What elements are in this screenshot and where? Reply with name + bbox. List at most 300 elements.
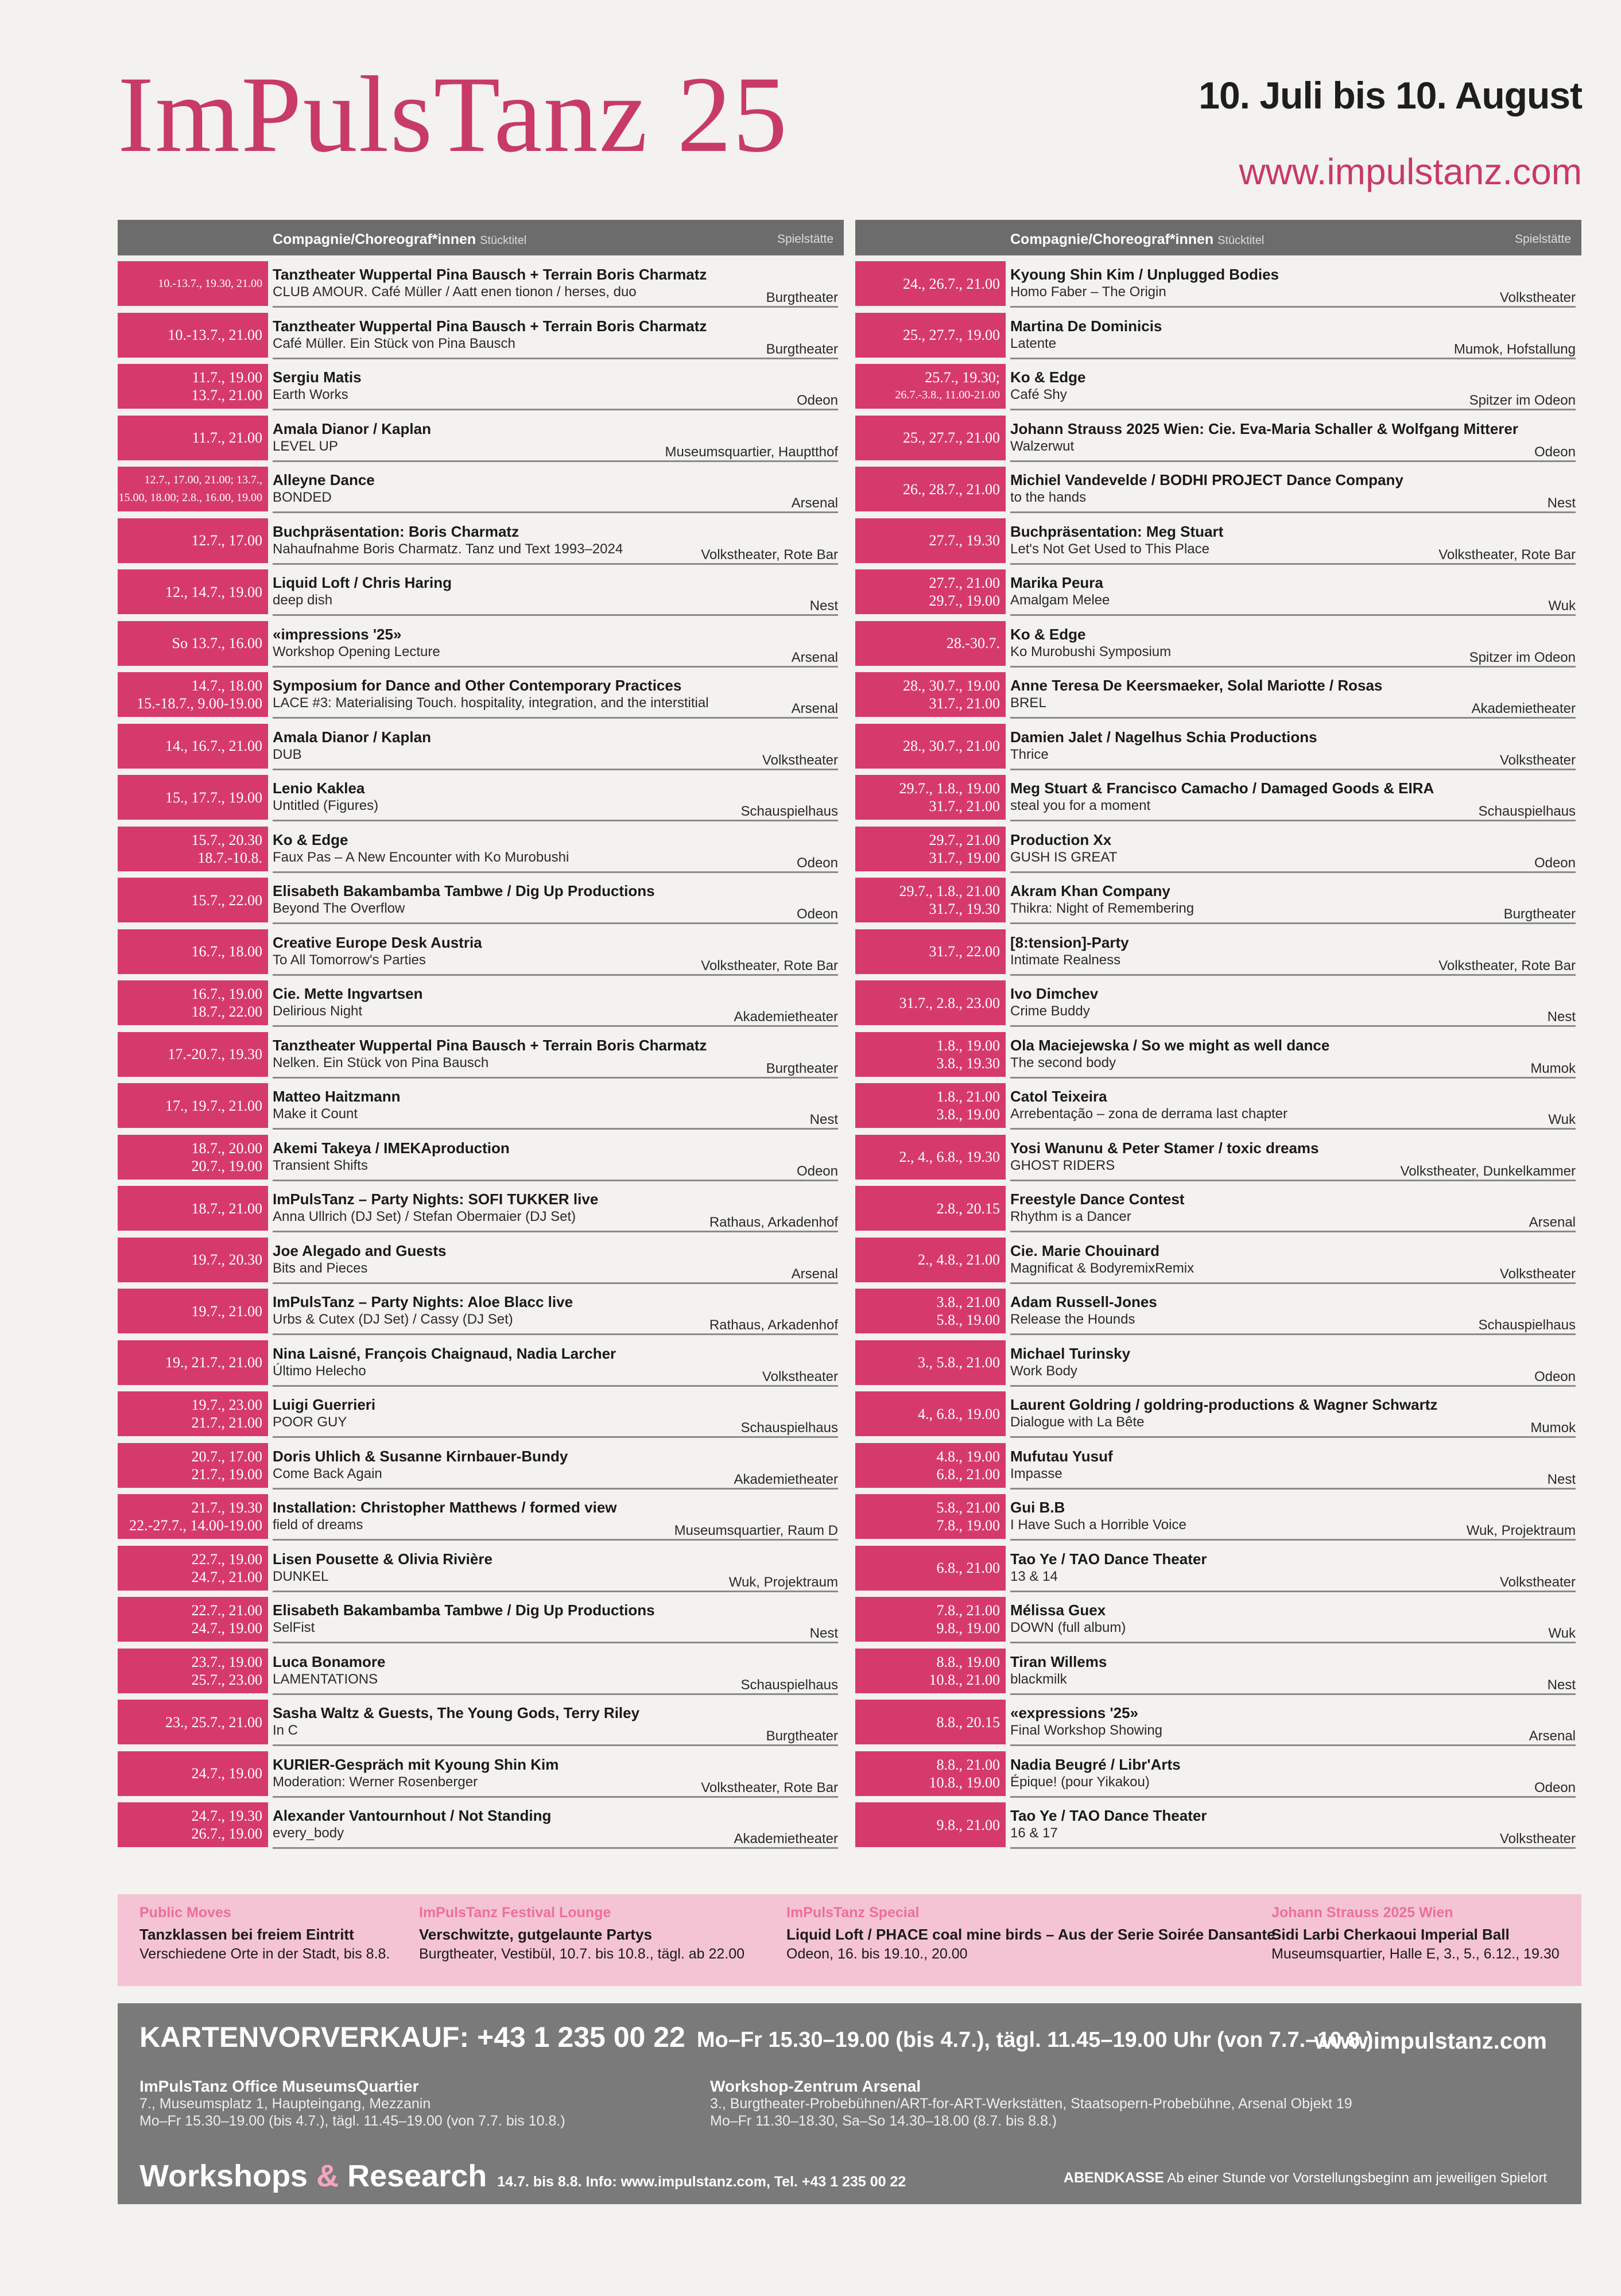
event-info (273, 367, 838, 410)
event-date (118, 1186, 268, 1233)
event-date-line: 23., 25.7., 21.00 (165, 1713, 262, 1731)
event-company: Installation: Christopher Matthews / formed view (273, 1499, 617, 1516)
event-date (855, 1391, 1006, 1438)
event-venue: Odeon (796, 1163, 838, 1179)
event-company: Elisabeth Bakambamba Tambwe / Dig Up Productions (273, 882, 655, 899)
event-venue: Burgtheater (766, 341, 838, 357)
event-piece: Faux Pas – A New Encounter with Ko Murobushi (273, 849, 569, 865)
event-row (855, 878, 1581, 925)
event-info (273, 881, 838, 924)
event-info (1010, 1395, 1576, 1438)
event-date-line: 4.8., 19.00 (936, 1448, 1000, 1465)
event-date (855, 827, 1006, 874)
event-date (855, 313, 1006, 360)
event-venue: Nest (809, 1626, 838, 1641)
event-venue: Volkstheater (1499, 1266, 1576, 1282)
event-info (1010, 778, 1576, 821)
event-info (1010, 727, 1576, 770)
event-row (855, 1494, 1581, 1541)
event-date-line: 25., 27.7., 19.00 (903, 327, 1000, 343)
event-date-line: 3.8., 19.30 (936, 1054, 1000, 1072)
event-company: Luigi Guerrieri (273, 1396, 376, 1413)
event-row (118, 1546, 844, 1593)
event-date (118, 1238, 268, 1285)
event-company: Michiel Vandevelde / BODHI PROJECT Dance Company (1010, 471, 1403, 488)
event-piece: Arrebentação – zona de derrama last chapter (1010, 1106, 1288, 1122)
event-info (273, 265, 838, 308)
event-date-line: 26.7.-3.8., 11.00-21.00 (895, 389, 1000, 401)
event-row (855, 569, 1581, 616)
event-row (118, 724, 844, 771)
event-row (855, 364, 1581, 411)
event-info (273, 984, 838, 1027)
event-company: Ko & Edge (273, 831, 348, 848)
event-venue: Burgtheater (766, 1060, 838, 1076)
event-company: Mélissa Guex (1010, 1601, 1106, 1619)
event-info (1010, 419, 1576, 462)
festival-url[interactable]: www.impulstanz.com (1239, 151, 1582, 192)
event-venue: Odeon (796, 906, 838, 922)
event-venue: Volkstheater, Rote Bar (701, 957, 838, 974)
event-venue: Nest (1547, 495, 1576, 511)
event-venue: Schauspielhaus (740, 1677, 838, 1693)
event-company: Production Xx (1010, 831, 1112, 848)
event-date (855, 467, 1006, 514)
event-row (855, 1289, 1581, 1336)
event-info (273, 778, 838, 821)
event-date-line: 24., 26.7., 21.00 (903, 275, 1000, 292)
event-piece: Transient Shifts (273, 1157, 368, 1173)
event-company: Laurent Goldring / goldring-productions & Wagner Schwartz (1010, 1396, 1438, 1413)
ticket-phone: KARTENVORVERKAUF: +43 1 235 00 22 Mo–Fr 15.30–19.00 (bis 4.7.), tägl. 11.45–19.00 Uhr (von 7.7.–10.8.) (139, 2021, 1374, 2053)
event-date (118, 724, 268, 771)
event-piece: Rhythm is a Dancer (1010, 1209, 1131, 1224)
event-company: Joe Alegado and Guests (273, 1242, 447, 1259)
event-date-line: 11.7., 21.00 (192, 429, 262, 446)
event-date-line: 19.7., 20.30 (191, 1251, 262, 1268)
event-date-line: 24.7., 19.30 (191, 1808, 262, 1824)
event-row (855, 313, 1581, 360)
event-piece: Nahaufnahme Boris Charmatz. Tanz und Text 1993–2024 (273, 541, 623, 557)
event-date-line: 16.7., 18.00 (191, 943, 262, 960)
event-date (855, 1751, 1006, 1798)
event-date-line: 21.7., 19.30 (191, 1499, 262, 1516)
event-info (1010, 1498, 1576, 1541)
event-row (118, 518, 844, 565)
event-info (1010, 1652, 1576, 1695)
event-date (855, 1238, 1006, 1285)
event-date-line: 23.7., 19.00 (191, 1653, 262, 1670)
event-piece: every_body (273, 1825, 344, 1841)
event-date (118, 1289, 268, 1336)
event-date-line: 24.7., 21.00 (191, 1568, 262, 1585)
event-company: Alleyne Dance (273, 471, 375, 488)
event-date-line: 9.8., 19.00 (936, 1620, 1000, 1636)
event-info (1010, 1344, 1576, 1387)
event-company: Adam Russell-Jones (1010, 1293, 1157, 1310)
event-date-line: 25.7., 23.00 (191, 1671, 262, 1688)
event-info (273, 1446, 838, 1490)
event-company: Doris Uhlich & Susanne Kirnbauer-Bundy (273, 1447, 568, 1465)
event-piece: 16 & 17 (1010, 1825, 1058, 1841)
event-date-line: 17.-20.7., 19.30 (168, 1046, 262, 1062)
event-venue: Burgtheater (1503, 906, 1576, 922)
event-row (118, 1032, 844, 1079)
event-row (118, 1289, 844, 1336)
event-piece: Impasse (1010, 1465, 1062, 1481)
event-date-line: 26., 28.7., 21.00 (903, 480, 1000, 498)
event-date-line: 19.7., 23.00 (191, 1397, 262, 1413)
event-date-line: 3.8., 19.00 (936, 1106, 1000, 1123)
event-company: Tao Ye / TAO Dance Theater (1010, 1550, 1207, 1568)
event-row (118, 1443, 844, 1490)
event-date-line: 25., 27.7., 21.00 (903, 429, 1000, 446)
event-info (273, 1395, 838, 1438)
event-date-line: 8.8., 20.15 (936, 1713, 1000, 1731)
event-date (118, 621, 268, 668)
workshops-research: Workshops & Research 14.7. bis 8.8. Info: www.impulstanz.com, Tel. +43 1 235 00 22 (139, 2159, 906, 2193)
event-date (855, 1135, 1006, 1182)
event-date-line: 31.7., 2.8., 23.00 (899, 994, 1000, 1011)
event-date (118, 416, 268, 463)
event-piece: Magnificat & BodyremixRemix (1010, 1260, 1195, 1276)
event-date (118, 261, 268, 308)
event-venue: Rathaus, Arkadenhof (709, 1215, 838, 1230)
event-company: Tanztheater Wuppertal Pina Bausch + Terrain Boris Charmatz (273, 266, 707, 283)
event-company: Liquid Loft / Chris Haring (273, 574, 452, 591)
event-info (273, 1600, 838, 1643)
event-company: Ola Maciejewska / So we might as well dance (1010, 1036, 1330, 1054)
event-info (273, 1549, 838, 1592)
event-company: Alexander Vantournhout / Not Standing (273, 1807, 552, 1824)
event-row (855, 261, 1581, 308)
event-venue: Volkstheater (762, 1368, 838, 1384)
event-date-line: 13.7., 21.00 (191, 387, 262, 404)
event-row (855, 672, 1581, 719)
event-piece: Café Shy (1010, 387, 1067, 402)
event-company: Damien Jalet / Nagelhus Schia Productions (1010, 728, 1317, 746)
event-piece: Último Helecho (273, 1363, 366, 1379)
event-date-line: 18.7.-10.8. (197, 849, 262, 866)
event-date-line: 10.8., 19.00 (929, 1774, 1000, 1791)
event-date-line: 27.7., 19.30 (929, 532, 1000, 549)
event-info (273, 1755, 838, 1798)
event-row (118, 1494, 844, 1541)
event-piece: DUNKEL (273, 1568, 329, 1584)
event-date-line: 2.8., 20.15 (936, 1200, 1000, 1217)
event-info (273, 419, 838, 462)
event-info (1010, 984, 1576, 1027)
event-date (855, 518, 1006, 565)
event-date-line: 22.7., 19.00 (191, 1550, 262, 1568)
footer-url[interactable]: www.impulstanz.com (1314, 2029, 1547, 2054)
event-info (1010, 1138, 1576, 1181)
event-venue: Akademietheater (734, 1009, 838, 1025)
event-piece: LAMENTATIONS (273, 1671, 378, 1687)
event-date-line: 1.8., 19.00 (936, 1037, 1000, 1054)
event-venue: Mumok, Hofstallung (1453, 341, 1576, 357)
event-row (855, 1597, 1581, 1644)
column-venue-label: Spielstätte (777, 232, 833, 246)
highlights-band (118, 1894, 1581, 1986)
event-company: Nina Laisné, François Chaignaud, Nadia Larcher (273, 1344, 616, 1362)
event-venue: Volkstheater, Rote Bar (1438, 546, 1576, 563)
event-date-line: 12.7., 17.00, 21.00; 13.7., (144, 474, 262, 486)
evening-box-office: ABENDKASSE Ab einer Stunde vor Vorstellungsbeginn am jeweiligen Spielort (1063, 2170, 1547, 2186)
event-piece: Final Workshop Showing (1010, 1723, 1163, 1738)
event-company: Amala Dianor / Kaplan (273, 420, 431, 437)
event-row (855, 1238, 1581, 1285)
event-row (118, 261, 844, 308)
event-date (118, 1700, 268, 1747)
event-company: Buchpräsentation: Boris Charmatz (273, 522, 519, 540)
event-venue: Volkstheater (1499, 1574, 1576, 1590)
event-date-line: 2., 4., 6.8., 19.30 (899, 1149, 1000, 1165)
event-date-line: 29.7., 1.8., 21.00 (899, 883, 1000, 899)
event-venue: Schauspielhaus (740, 804, 838, 819)
event-date-line: 22.7., 21.00 (191, 1602, 262, 1619)
event-date-line: 11.7., 19.00 (192, 369, 262, 386)
event-date-line: 18.7., 22.00 (191, 1003, 262, 1020)
event-company: Lisen Pousette & Olivia Rivière (273, 1550, 492, 1568)
event-venue: Nest (1547, 1009, 1576, 1025)
event-date-line: 15., 17.7., 19.00 (165, 789, 262, 806)
event-date (118, 1391, 268, 1438)
event-venue: Volkstheater (1499, 752, 1576, 768)
event-company: ImPulsTanz – Party Nights: Aloe Blacc live (273, 1293, 573, 1310)
column-header-right (855, 220, 1581, 255)
event-piece: Nelken. Ein Stück von Pina Bausch (273, 1054, 489, 1071)
event-date-line: 1.8., 21.00 (936, 1088, 1000, 1105)
event-piece: To All Tomorrow's Parties (273, 952, 426, 968)
event-venue: Nest (809, 1112, 838, 1127)
event-piece: Make it Count (273, 1106, 358, 1122)
event-date (118, 1597, 268, 1644)
event-row (118, 621, 844, 668)
event-date-line: 12., 14.7., 19.00 (165, 583, 262, 600)
event-row (855, 724, 1581, 771)
event-date-line: 29.7., 1.8., 19.00 (899, 780, 1000, 797)
event-venue: Schauspielhaus (740, 1420, 838, 1436)
event-row (855, 467, 1581, 514)
event-piece: Ko Murobushi Symposium (1010, 643, 1172, 660)
event-date-line: 15.-18.7., 9.00-19.00 (137, 695, 262, 712)
event-date (118, 1649, 268, 1696)
event-date (118, 929, 268, 976)
event-date (118, 1032, 268, 1079)
event-company: Freestyle Dance Contest (1010, 1190, 1185, 1208)
event-row (118, 1186, 844, 1233)
event-piece: Moderation: Werner Rosenberger (273, 1774, 478, 1790)
column-header-left (118, 220, 844, 255)
event-venue: Volkstheater (1499, 1831, 1576, 1847)
event-info (1010, 933, 1576, 976)
event-date-line: 29.7., 21.00 (929, 831, 1000, 848)
event-info (1010, 1035, 1576, 1079)
event-piece: Untitled (Figures) (273, 798, 379, 813)
event-company: Anne Teresa De Keersmaeker, Solal Mariotte / Rosas (1010, 677, 1383, 694)
event-info (273, 1806, 838, 1849)
event-info (1010, 1446, 1576, 1490)
event-date-line: 7.8., 19.00 (936, 1517, 1000, 1534)
event-venue: Museumsquartier, Hauptthof (665, 444, 838, 460)
event-piece: Workshop Opening Lecture (273, 643, 440, 660)
event-date (855, 1186, 1006, 1233)
event-row (855, 1340, 1581, 1387)
event-date (118, 672, 268, 719)
event-row (855, 929, 1581, 976)
event-company: Elisabeth Bakambamba Tambwe / Dig Up Productions (273, 1601, 655, 1619)
event-venue: Arsenal (791, 495, 838, 511)
event-venue: Odeon (796, 393, 838, 408)
event-row (118, 1340, 844, 1387)
event-date-line: 4., 6.8., 19.00 (918, 1405, 1000, 1422)
event-venue: Museumsquartier, Raum D (674, 1523, 838, 1538)
event-date-line: 5.8., 19.00 (936, 1312, 1000, 1328)
event-date (118, 1546, 268, 1593)
event-company: Sasha Waltz & Guests, The Young Gods, Terry Riley (273, 1704, 640, 1721)
highlight-johann-strauss: Johann Strauss 2025 Wien Sidi Larbi Cherkaoui Imperial Ball Museumsquartier, Halle E, 3., 5., 6.12., 19.30 (1271, 1905, 1560, 1962)
event-row (855, 1649, 1581, 1696)
event-row (855, 621, 1581, 668)
event-date-line: 20.7., 17.00 (191, 1448, 262, 1465)
event-info (1010, 1241, 1576, 1284)
event-row (855, 1751, 1581, 1798)
event-info (1010, 1087, 1576, 1130)
event-date-line: So 13.7., 16.00 (172, 635, 262, 651)
event-info (273, 676, 838, 719)
event-company: Nadia Beugré / Libr'Arts (1010, 1755, 1181, 1773)
event-date (118, 1083, 268, 1130)
event-venue: Arsenal (791, 649, 838, 665)
event-date-line: 7.8., 21.00 (936, 1602, 1000, 1619)
event-date (855, 724, 1006, 771)
event-info (1010, 625, 1576, 668)
event-piece: Bits and Pieces (273, 1260, 368, 1276)
event-row (118, 775, 844, 822)
festival-title: ImPulsTanz 25 (118, 55, 789, 175)
event-row (118, 980, 844, 1027)
event-row (118, 416, 844, 463)
event-company: Tao Ye / TAO Dance Theater (1010, 1807, 1207, 1824)
event-company: Akram Khan Company (1010, 882, 1170, 899)
event-row (855, 1546, 1581, 1593)
event-venue: Wuk, Projektraum (1466, 1523, 1576, 1538)
event-date (855, 261, 1006, 308)
event-company: Michael Turinsky (1010, 1344, 1131, 1362)
event-row (118, 569, 844, 616)
event-date-line: 9.8., 21.00 (936, 1816, 1000, 1833)
event-date (855, 1802, 1006, 1849)
event-info (1010, 1600, 1576, 1643)
event-info (1010, 1292, 1576, 1335)
event-date (118, 364, 268, 411)
event-piece: BREL (1010, 695, 1046, 711)
event-row (118, 1649, 844, 1696)
event-date-line: 14.7., 18.00 (191, 677, 262, 694)
event-row (118, 1700, 844, 1747)
event-company: [8:tension]-Party (1010, 933, 1129, 951)
event-piece: deep dish (273, 592, 333, 608)
event-date (118, 518, 268, 565)
event-row (118, 467, 844, 514)
event-date-line: 22.-27.7., 14.00-19.00 (129, 1517, 262, 1534)
event-company: «expressions '25» (1010, 1704, 1138, 1721)
event-date (118, 1751, 268, 1798)
event-date (855, 569, 1006, 616)
event-venue: Odeon (1534, 855, 1576, 871)
event-date-line: 15.7., 22.00 (191, 891, 262, 909)
event-date-line: 17., 19.7., 21.00 (165, 1097, 262, 1114)
event-row (118, 929, 844, 976)
event-piece: BONDED (273, 490, 332, 505)
event-row (118, 1751, 844, 1798)
highlight-public-moves: Public Moves Tanzklassen bei freiem Eintritt Verschiedene Orte in der Stadt, bis 8.8. (139, 1905, 390, 1962)
event-piece: In C (273, 1723, 298, 1738)
event-date (855, 980, 1006, 1027)
event-company: Mufutau Yusuf (1010, 1447, 1113, 1465)
event-company: Ko & Edge (1010, 369, 1086, 386)
event-company: Cie. Mette Ingvartsen (273, 985, 423, 1002)
event-info (273, 933, 838, 976)
event-info (1010, 522, 1576, 565)
event-date (855, 1340, 1006, 1387)
event-date-line: 31.7., 21.00 (929, 798, 1000, 815)
event-piece: LACE #3: Materialising Touch. hospitality, integration, and the interstitial (273, 695, 709, 711)
event-row (855, 1443, 1581, 1490)
event-info (273, 1035, 838, 1079)
event-date (118, 775, 268, 822)
event-piece: POOR GUY (273, 1414, 347, 1430)
event-row (118, 1391, 844, 1438)
event-company: Creative Europe Desk Austria (273, 933, 482, 951)
event-venue: Odeon (1534, 1368, 1576, 1384)
event-piece: CLUB AMOUR. Café Müller / Aatt enen tionon / herses, duo (273, 284, 637, 300)
event-piece: to the hands (1010, 490, 1087, 505)
event-venue: Arsenal (1529, 1215, 1576, 1230)
event-date-line: 8.8., 19.00 (936, 1653, 1000, 1670)
event-venue: Rathaus, Arkadenhof (709, 1317, 838, 1333)
event-info (273, 316, 838, 359)
event-date (855, 1649, 1006, 1696)
event-row (855, 1391, 1581, 1438)
event-venue: Arsenal (1529, 1728, 1576, 1744)
event-piece: DUB (273, 746, 302, 762)
festival-dates: 10. Juli bis 10. August (1199, 74, 1582, 117)
event-date (118, 313, 268, 360)
event-info (1010, 367, 1576, 410)
office-arsenal: Workshop-Zentrum Arsenal 3., Burgtheater-Probebühnen/ART-for-ART-Werkstätten, Staatsopern-Probebühne, Arsenal Objekt 19 Mo–Fr 11.30–18.30, Sa–So 14.30–18.00 (8.7. bis 8.8.) (710, 2077, 1352, 2129)
event-date-line: 24.7., 19.00 (191, 1620, 262, 1636)
event-info (1010, 1703, 1576, 1746)
event-piece: Amalgam Melee (1010, 592, 1110, 608)
event-piece: Delirious Night (273, 1003, 363, 1019)
event-date-line: 3.8., 21.00 (936, 1294, 1000, 1310)
event-info (273, 1344, 838, 1387)
event-venue: Akademietheater (1471, 701, 1576, 716)
event-company: ImPulsTanz – Party Nights: SOFI TUKKER live (273, 1190, 599, 1208)
event-info (273, 1703, 838, 1746)
event-piece: Intimate Realness (1010, 952, 1121, 968)
event-date-line: 28.-30.7. (946, 635, 1000, 651)
event-venue: Volkstheater (762, 752, 838, 768)
event-date (855, 1032, 1006, 1079)
event-piece: LEVEL UP (273, 438, 338, 454)
event-company: Amala Dianor / Kaplan (273, 728, 431, 746)
event-venue: Wuk (1548, 1112, 1576, 1127)
event-row (118, 878, 844, 925)
event-company: Catol Teixeira (1010, 1088, 1107, 1105)
